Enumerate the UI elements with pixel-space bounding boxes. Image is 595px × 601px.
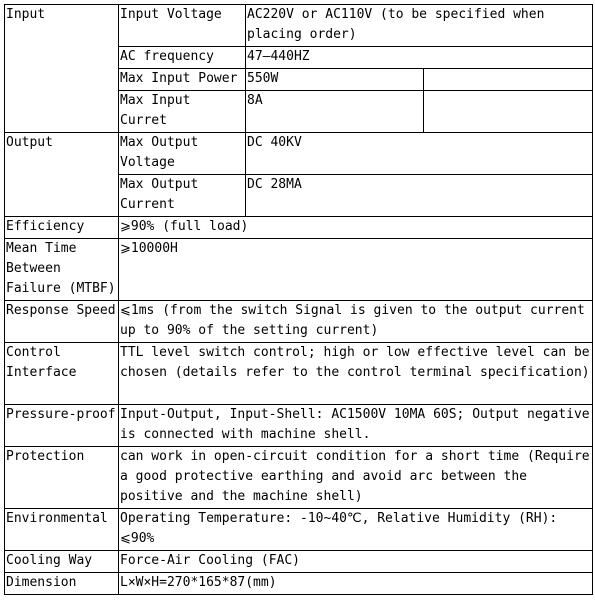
protection-value: can work in open-circuit condition for a short time (Require a good protective earthing and avoid arc between the positive and the machine shell) [119,447,593,509]
table-row [5,573,593,595]
protection-label: Protection [5,447,119,509]
max-output-voltage-label: Max Output Voltage [119,133,246,175]
ac-frequency-label: AC frequency [119,47,246,69]
max-input-power-value: 550W [246,69,424,91]
table-row [5,447,593,509]
max-input-current-label: Max Input Curret [119,91,246,133]
mtbf-value: ⩾10000H [119,239,593,301]
efficiency-label: Efficiency [5,217,119,239]
table-row [5,509,593,551]
table-row [5,133,593,175]
empty-cell [424,69,593,91]
cooling-way-value: Force-Air Cooling (FAC) [119,551,593,573]
environmental-value: Operating Temperature: -10~40℃, Relative Humidity (RH): ⩽90% [119,509,593,551]
table-row [5,551,593,573]
table-row [5,301,593,343]
max-input-current-value: 8A [246,91,424,133]
table-row [5,5,593,47]
response-speed-value: ⩽1ms (from the switch Signal is given to the output current up to 90% of the setting current) [119,301,593,343]
input-section-label: Input [5,5,119,133]
max-output-current-label: Max Output Current [119,175,246,217]
control-interface-label: Control Interface [5,343,119,405]
dimension-label: Dimension [5,573,119,595]
max-output-voltage-value: DC 40KV [246,133,593,175]
dimension-value: L×W×H=270*165*87(mm) [119,573,593,595]
table-row [5,343,593,405]
table-row [5,239,593,301]
efficiency-value: ⩾90% (full load) [119,217,593,239]
spec-sheet [4,4,593,595]
table-row [5,217,593,239]
pressure-proof-value: Input-Output, Input-Shell: AC1500V 10MA 60S; Output negative is connected with machine shell. [119,405,593,447]
spec-table [4,4,593,595]
environmental-label: Environmental [5,509,119,551]
control-interface-value: TTL level switch control; high or low effective level can be chosen (details refer to the control terminal specification) [119,343,593,405]
table-row [5,405,593,447]
response-speed-label: Response Speed [5,301,119,343]
ac-frequency-value: 47—440HZ [246,47,593,69]
cooling-way-label: Cooling Way [5,551,119,573]
output-section-label: Output [5,133,119,217]
mtbf-label: Mean Time Between Failure (MTBF) [5,239,119,301]
max-input-power-label: Max Input Power [119,69,246,91]
pressure-proof-label: Pressure-proof [5,405,119,447]
max-output-current-value: DC 28MA [246,175,593,217]
empty-cell [424,91,593,133]
input-voltage-label: Input Voltage [119,5,246,47]
input-voltage-value: AC220V or AC110V (to be specified when placing order) [246,5,593,47]
